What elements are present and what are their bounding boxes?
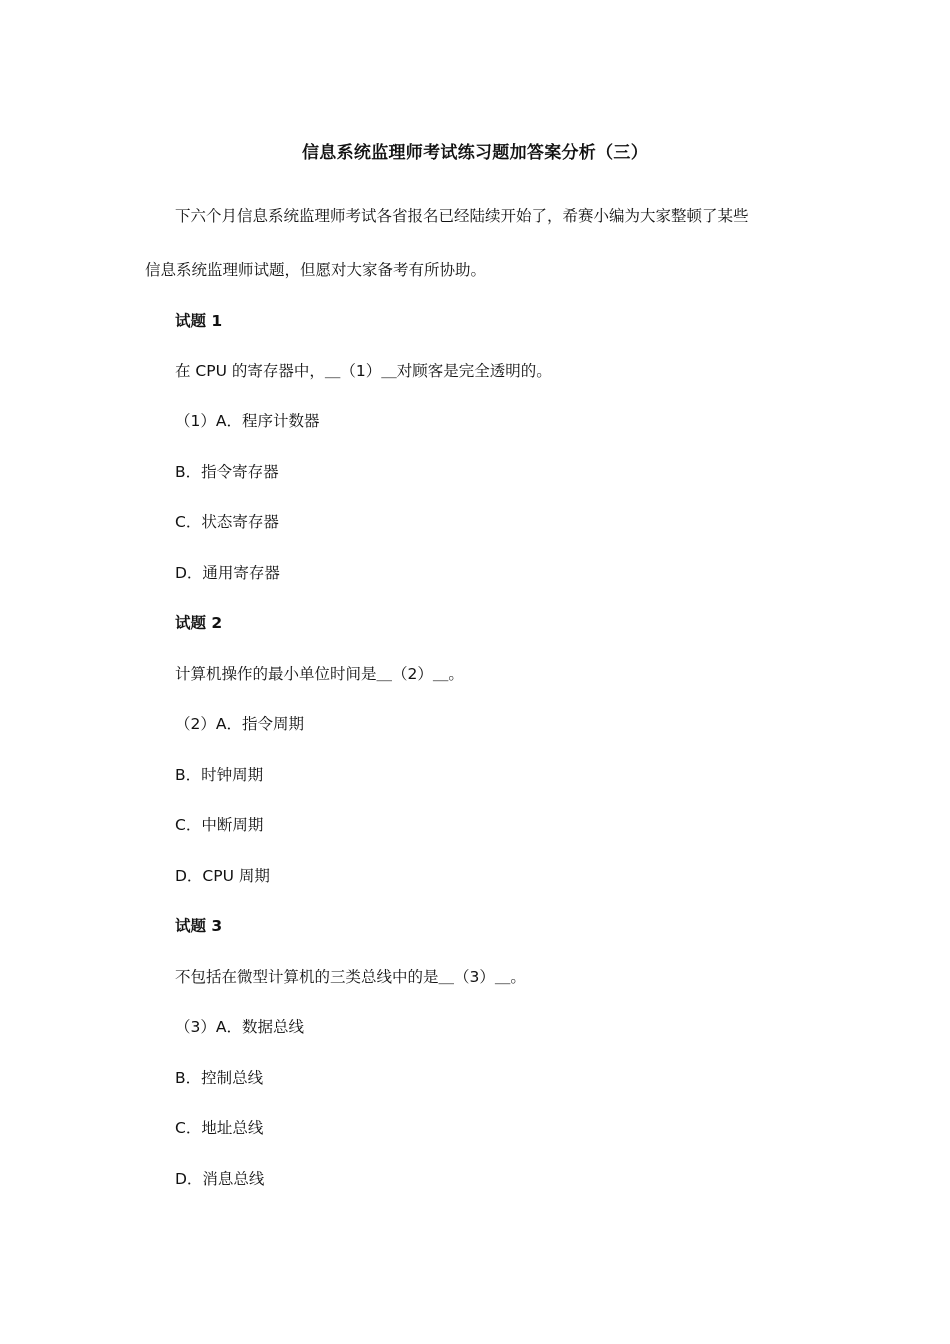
- question-1-stem: 在 CPU 的寄存器中，＿（1）＿对顾客是完全透明的。: [175, 362, 552, 380]
- question-2-option-b: B．时钟周期: [175, 766, 264, 784]
- question-3-heading: 试题 3: [175, 917, 223, 935]
- question-2-option-a: （2）A．指令周期: [175, 715, 304, 733]
- question-1-option-a: （1）A．程序计数器: [175, 412, 320, 430]
- question-2-heading: 试题 2: [175, 614, 223, 632]
- question-3-option-a: （3）A．数据总线: [175, 1018, 304, 1036]
- question-1-option-b: B．指令寄存器: [175, 463, 279, 481]
- intro-line-2: 信息系统监理师试题，但愿对大家备考有所协助。: [145, 261, 487, 279]
- question-2-option-d: D．CPU 周期: [175, 867, 270, 885]
- question-1-option-d: D．通用寄存器: [175, 564, 280, 582]
- question-1-heading: 试题 1: [175, 312, 223, 330]
- intro-line-1: 下六个月信息系统监理师考试各省报名已经陆续开始了，希赛小编为大家整顿了某些: [175, 207, 749, 225]
- question-3-stem: 不包括在微型计算机的三类总线中的是＿（3）＿。: [175, 968, 526, 986]
- question-2-option-c: C．中断周期: [175, 816, 264, 834]
- document-title: 信息系统监理师考试练习题加答案分析（三）: [302, 143, 648, 163]
- question-2-stem: 计算机操作的最小单位时间是＿（2）＿。: [175, 665, 464, 683]
- question-1-option-c: C．状态寄存器: [175, 513, 279, 531]
- question-3-option-d: D．消息总线: [175, 1170, 265, 1188]
- question-3-option-c: C．地址总线: [175, 1119, 264, 1137]
- question-3-option-b: B．控制总线: [175, 1069, 264, 1087]
